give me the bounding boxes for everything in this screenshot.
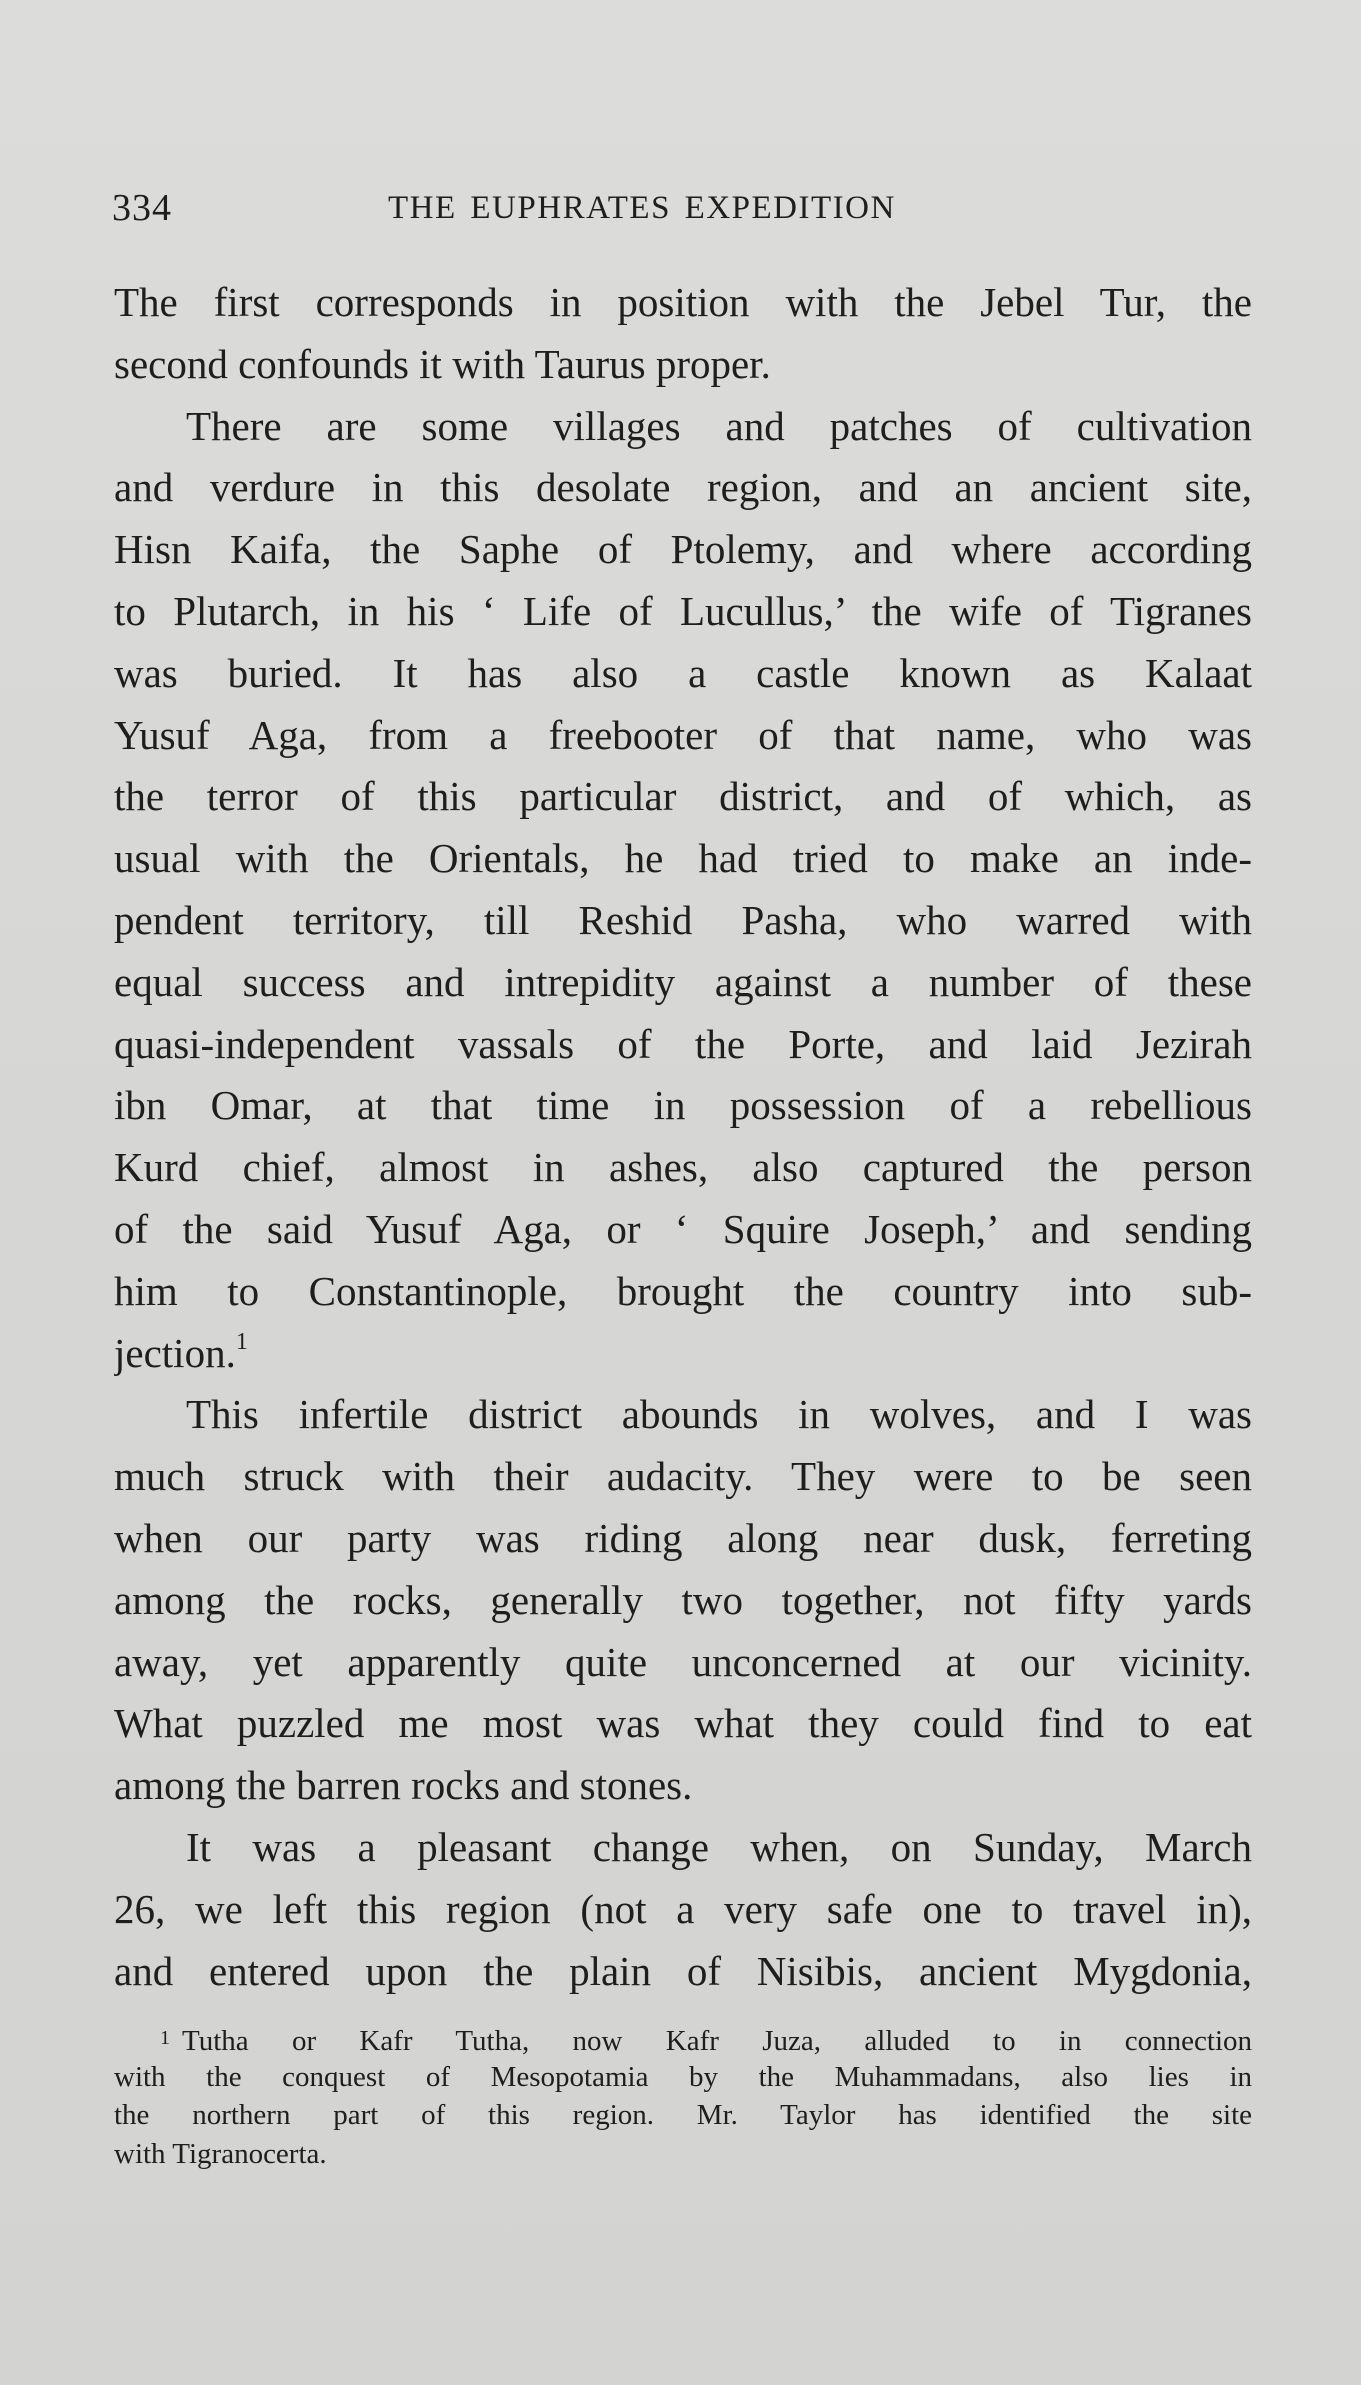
running-title: THE EUPHRATES EXPEDITION [388,190,896,226]
body-line: quasi-independent vassals of the Porte, and laid Jezirah [114,1020,1252,1067]
page-number: 334 [112,187,172,229]
body-text [114,272,1252,2002]
body-line-with-footnote-ref [114,1323,1252,1385]
body-line: Hisn Kaifa, the Saphe of Ptolemy, and where according [114,526,1252,573]
body-line: him to Constantinople, brought the country into sub- [114,1267,1252,1314]
body-line: What puzzled me most was what they could find to eat [114,1700,1252,1747]
footnote-line: with the conquest of Mesopotamia by the Muhammadans, also lies in [114,2060,1252,2093]
footnote-marker: 1 [160,2027,170,2049]
body-line: Kurd chief, almost in ashes, also captured the person [114,1144,1252,1191]
body-line: and verdure in this desolate region, and an ancient site, [114,464,1252,511]
body-line: to Plutarch, in his ‘ Life of Lucullus,’ the wife of Tigranes [114,587,1252,634]
body-line: among the barren rocks and stones. [114,1762,693,1809]
footnote-line: the northern part of this region. Mr. Taylor has identified the site [114,2099,1252,2131]
body-line: of the said Yusuf Aga, or ‘ Squire Joseph,’ and sending [114,1205,1252,1252]
body-line: second confounds it with Taurus proper. [114,340,771,387]
body-line: much struck with their audacity. They were to be seen [114,1453,1252,1500]
body-line: and entered upon the plain of Nisibis, ancient Mygdonia, [114,1947,1252,1994]
footnote-line-text: Tutha or Kafr Tutha, now Kafr Juza, alluded to in connection [182,2025,1252,2057]
footnote-reference: 1 [235,1328,248,1355]
body-line: 26, we left this region (not a very safe one to travel in), [114,1885,1252,1932]
body-line: There are some villages and patches of cultivation [186,402,1252,449]
body-line: away, yet apparently quite unconcerned at our vicinity. [114,1638,1252,1685]
footnote-line [114,2019,1252,2058]
body-line: the terror of this particular district, and of which, as [114,773,1252,820]
body-line: was buried. It has also a castle known as Kalaat [114,649,1252,696]
body-line: It was a pleasant change when, on Sunday, March [186,1823,1252,1870]
body-line: The first corresponds in position with the Jebel Tur, the [114,279,1252,325]
footnote [114,2019,1252,2173]
footnote-line: with Tigranocerta. [114,2137,327,2170]
body-line: This infertile district abounds in wolves, and I was [186,1391,1252,1438]
body-line: pendent territory, till Reshid Pasha, who warred with [114,896,1252,943]
body-line: ibn Omar, at that time in possession of a rebellious [114,1082,1252,1129]
running-head [112,186,1252,236]
body-line: when our party was riding along near dusk, ferreting [114,1514,1252,1561]
body-line-text: jection. [114,1329,236,1376]
body-line: among the rocks, generally two together, not fifty yards [114,1576,1252,1623]
body-line: Yusuf Aga, from a freebooter of that name, who was [114,711,1252,758]
body-line: equal success and intrepidity against a number of these [114,958,1252,1005]
body-line: usual with the Orientals, he had tried to make an inde- [114,835,1252,882]
